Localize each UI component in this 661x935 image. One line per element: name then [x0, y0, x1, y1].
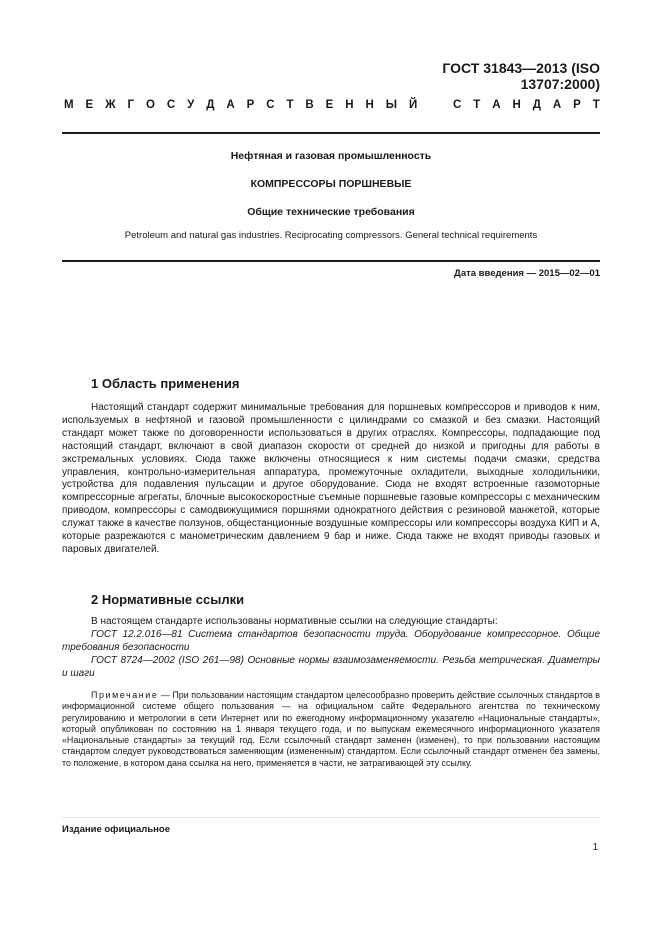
interstate-letter: Е — [325, 99, 334, 111]
interstate-letter: Г — [127, 99, 135, 111]
section-2-heading: 2 Нормативные ссылки — [91, 592, 245, 607]
reference-item: ГОСТ 8724—2002 (ISO 261—98) Основные нормы взаимозаменяемости. Резьба метрическая. Диаметры и шаги — [62, 654, 600, 679]
interstate-letter: О — [145, 99, 155, 111]
section-2-references — [62, 616, 600, 681]
reference-note — [62, 690, 600, 769]
section-1-heading: 1 Область применения — [91, 376, 240, 391]
footer-divider — [62, 817, 600, 818]
interstate-letter: А — [226, 99, 235, 111]
interstate-letter: Д — [532, 99, 541, 111]
note-text: — При пользовании настоящим стандартом целесообразно проверить действие ссылочных стандартов в информационной системе общего пользования — на официальном сайте Федерального агентства по техническому регулированию и метрологии в сети Интернет или по ежегодному информационному указателю «Национальные стандарты», который опубликован по состоянию на 1 января текущего года, и по выпускам ежемесячного информационного указателя «Национальные стандарты» за текущий год. Если ссылочный стандарт заменен (изменен), то при пользовании настоящим стандартом следует руководствоваться заменяющим (измененным) стандартом. Если ссылочный стандарт отменен без замены, то положение, в котором дана ссылка на него, применяется в части, не затрагивающей эту ссылку. — [62, 690, 600, 768]
page-number: 1 — [592, 842, 598, 853]
interstate-letter: Н — [345, 99, 354, 111]
reference-item: ГОСТ 12.2.016—81 Система стандартов безопасности труда. Оборудование компрессорное. Общие требования безопасности — [62, 628, 600, 653]
interstate-letter: В — [305, 99, 314, 111]
interstate-letter: С — [266, 99, 275, 111]
scope-title: Общие технические требования — [247, 206, 415, 218]
interstate-letter: А — [552, 99, 562, 111]
interstate-letter: Н — [365, 99, 374, 111]
interstate-standard-heading — [64, 99, 600, 111]
interstate-letter: Ы — [385, 99, 398, 111]
interstate-letter: Й — [408, 99, 418, 111]
official-edition-label: Издание официальное — [62, 824, 170, 835]
interstate-letter: У — [187, 99, 195, 111]
references-intro: В настоящем стандарте использованы нормативные ссылки на следующие стандарты: — [91, 616, 498, 627]
interstate-letter: Т — [473, 99, 481, 111]
interstate-letter: С — [453, 99, 462, 111]
interstate-letter: Т — [592, 99, 600, 111]
section-1-paragraph: Настоящий стандарт содержит минимальные требования для поршневых компрессоров и приводов к ним, используемых в нефтяной и газовой промышленности с цилиндрами со смазкой и без смазки. Настоящий стандарт может также по договоренности использоваться в других отраслях. Компрессоры, подпадающие под настоящий стандарт, включают в свой диапазон скорости от средней до низкой и пригодны для работы в экстремальных условиях. Сюда также включены относящиеся к ним системы подачи смазки, средства управления, контрольно-измерительная аппаратура, промежуточные охладители, выходные холодильники, устройства для подавления пульсации и другое оборудование. Сюда не входят встроенные газомоторные компрессорные агрегаты, блочные высокоскоростные съемные поршневые газовые компрессоры с механическим приводом, компрессоры с самодвижущимися поршнями однократного действия с резиновой манжетой, которые служат также в качестве ползунов, общестанционные воздушные компрессоры или компрессоры воздуха КИП и А, которые разрежаются с манометрическим давлением 9 бар и ниже. Сюда также не входят приводы газовых и паровых двигателей. — [62, 402, 600, 555]
top-divider — [62, 132, 600, 134]
interstate-letter: С — [166, 99, 176, 111]
interstate-letter: М — [64, 99, 74, 111]
interstate-letter: Н — [512, 99, 521, 111]
section-1-body — [62, 402, 600, 557]
interstate-letter: Ж — [105, 99, 116, 111]
subject-title: КОМПРЕССОРЫ ПОРШНЕВЫЕ — [250, 178, 412, 190]
interstate-letter: Д — [206, 99, 215, 111]
interstate-letter: Е — [85, 99, 94, 111]
interstate-letter: А — [492, 99, 501, 111]
title-divider — [62, 260, 600, 262]
interstate-letter: Т — [286, 99, 294, 111]
english-title: Petroleum and natural gas industries. Reciprocating compressors. General technical requirements — [124, 230, 538, 241]
standard-number: ГОСТ 31843—2013 (ISO 13707:2000) — [442, 60, 600, 92]
industry-title: Нефтяная и газовая промышленность — [230, 150, 432, 162]
introduction-date: Дата введения — 2015—02—01 — [454, 268, 600, 279]
interstate-letter: Р — [246, 99, 255, 111]
note-label: Примечание — [91, 690, 159, 700]
interstate-letter: Р — [573, 99, 581, 111]
